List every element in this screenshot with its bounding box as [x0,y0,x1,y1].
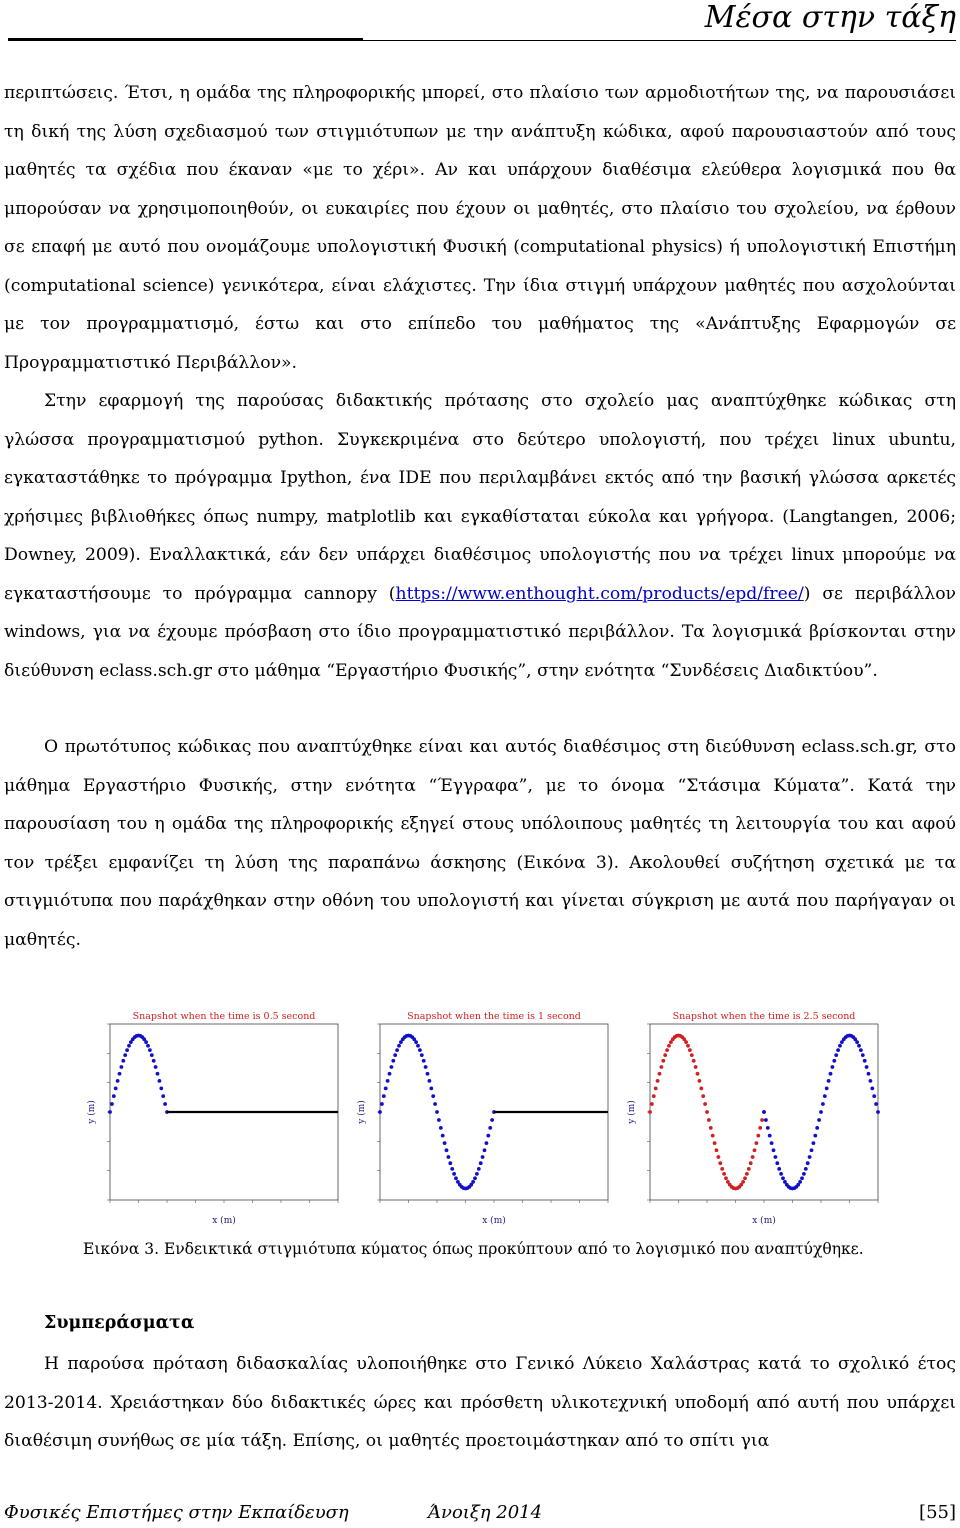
figure-caption: Εικόνα 3. Ενδεικτικά στιγμιότυπα κύματος όπως προκύπτουν από το λογισμικό που αναπτύχθηκε. [83,1240,864,1258]
snapshot-chart-2 [354,1008,616,1226]
series-0-point [718,1161,722,1165]
paragraph-4-text: Η παρούσα πρόταση διδασκαλίας υλοποιήθηκε στο Γενικό Λύκειο Χαλάστρας κατά το σχολικό έτος 2013-2014. Χρειάστηκαν δύο διδακτικές ώρες και πρόσθετη υλικοτεχνική υποδομή από αυτή που υπάρχει διαθέσιμη συνήθως σε μία τάξη. Επίσης, οι μαθητές προετοιμάστηκαν από το σπίτι για [4,1354,956,1451]
series-0-point [424,1065,428,1069]
x-axis-label: x (m) [212,1216,236,1226]
series-0-point [760,1118,764,1122]
series-0-point [485,1141,489,1145]
series-1-point [800,1176,804,1180]
series-0-point [696,1072,700,1076]
series-1-point [798,1180,802,1184]
series-0-point [724,1176,728,1180]
series-1-point [865,1065,869,1069]
y-axis-label: y (m) [357,1100,367,1124]
series-0-point [722,1172,726,1176]
series-0-point [154,1065,158,1069]
series-0-point [144,1040,148,1044]
series-1-point [855,1040,859,1044]
figure-3 [84,1008,886,1226]
series-0-point [161,1094,165,1098]
series-0-point [390,1065,394,1069]
series-0-point [116,1079,120,1083]
series-1-point [781,1176,785,1180]
series-0-point [448,1161,452,1165]
series-0-point [431,1094,435,1098]
section-heading: Συμπεράσματα [44,1313,195,1333]
series-0-point [690,1053,694,1057]
series-0-point [388,1072,392,1076]
series-0-point [152,1059,156,1063]
footer-page-number: [55] [919,1502,956,1523]
series-1-point [869,1079,873,1083]
series-0-point [749,1161,753,1165]
series-0-point [447,1155,451,1159]
paragraph-3 [4,728,956,959]
series-0-point [441,1134,445,1138]
series-1-point [838,1044,842,1048]
snapshot-chart-1 [84,1008,346,1226]
series-0-point [481,1155,485,1159]
series-0-point [753,1148,757,1152]
series-1-point [863,1059,867,1063]
paragraph-3-text: Ο πρωτότυπος κώδικας που αναπτύχθηκε είναι και αυτός διαθέσιμος στη διεύθυνση eclass.sch.gr, στο μάθημα Εργαστήριο Φυσικής, στην ενότητα “Έγγραφα”, με το όνομα “Στάσιμα Κύματα”. Κατά την παρουσίαση του η ομάδα της πληροφορικής εξηγεί στους υπόλοιπους μαθητές τη λειτουργία του και αφού τον τρέξει εμφανίζει τη λύση της παραπάνω άσκησης (Εικόνα 3). Ακολουθεί συζήτηση σχετικά με τα στιγμιότυπα που παράχθηκαν στην οθόνη του υπολογιστή και γίνεται σύγκριση με αυτά που παρήγαγαν οι μαθητές. [4,737,956,950]
paragraph-2 [4,382,956,690]
series-0-point [386,1079,390,1083]
series-1-point [825,1086,829,1090]
series-1-point [876,1110,880,1114]
series-0-point [745,1172,749,1176]
paragraph-1 [4,74,956,382]
series-0-point [382,1094,386,1098]
series-0-point [121,1059,125,1063]
y-axis-label: y (m) [627,1100,637,1124]
series-1-point [827,1079,831,1083]
series-0-point [479,1161,483,1165]
series-1-point [831,1065,835,1069]
series-0-point [654,1086,658,1090]
series-0-point [439,1126,443,1130]
series-0-point [703,1102,707,1106]
series-0-point [437,1118,441,1122]
header-title: Μέσα στην τάξη [704,0,956,35]
series-1-point [867,1072,871,1076]
series-0-point [380,1102,384,1106]
paragraph-2-text [4,382,956,690]
chart-title: Snapshot when the time is 2.5 second [672,1011,856,1022]
series-0-point [114,1086,118,1090]
series-0-point [707,1118,711,1122]
series-0-point [420,1053,424,1057]
series-1-point [762,1110,766,1114]
series-1-point [770,1141,774,1145]
paragraph-4 [4,1345,956,1461]
chart-title: Snapshot when the time is 1 second [407,1011,581,1022]
series-0-point [418,1048,422,1052]
series-0-point [698,1079,702,1083]
series-0-point [391,1059,395,1063]
series-1-point [872,1094,876,1098]
series-1-point [813,1134,817,1138]
series-0-point [686,1044,690,1048]
series-0-point [150,1053,154,1057]
series-1-point [806,1161,810,1165]
series-1-point [859,1048,863,1052]
series-0-point [488,1126,492,1130]
series-0-point [709,1126,713,1130]
enthought-link[interactable]: https://www.enthought.com/products/epd/free/ [395,583,804,604]
series-0-point [661,1059,665,1063]
snapshot-chart-3 [624,1008,886,1226]
series-1-point [836,1048,840,1052]
series-0-point [393,1053,397,1057]
series-0-point [416,1044,420,1048]
series-0-point [118,1072,122,1076]
series-1-point [808,1155,812,1159]
series-1-point [874,1102,878,1106]
series-0-point [452,1172,456,1176]
series-0-point [120,1065,124,1069]
series-0-point [422,1059,426,1063]
series-0-point [378,1110,382,1114]
series-1-point [812,1141,816,1145]
series-0-point [660,1065,664,1069]
series-0-point [110,1102,114,1106]
series-0-point [426,1072,430,1076]
paragraph-2-part-2: ) σε περιβάλλον windows, για να έχουμε πρόσβαση στο ίδιο προγραμματιστικό περιβάλλον. Τα λογισμικά βρίσκονται στην διεύθυνση eclass.sch.gr στο μάθημα “Εργαστήριο Φυσικής”, στην ενότητα “Συνδέσεις Διαδικτύου”. [4,583,956,681]
series-0-point [433,1102,437,1106]
series-0-point [711,1134,715,1138]
series-0-point [490,1118,494,1122]
series-0-point [720,1167,724,1171]
series-0-point [475,1172,479,1176]
series-1-point [766,1126,770,1130]
series-0-point [414,1040,418,1044]
chart-title: Snapshot when the time is 0.5 second [132,1011,316,1022]
series-0-point [146,1044,150,1048]
series-1-point [823,1094,827,1098]
series-0-point [428,1079,432,1083]
series-0-point [397,1044,401,1048]
series-0-point [667,1044,671,1048]
series-0-point [715,1148,719,1152]
series-0-point [751,1155,755,1159]
series-0-point [663,1053,667,1057]
paragraph-1-text: περιπτώσεις. Έτσι, η ομάδα της πληροφορικής μπορεί, στο πλαίσιο των αρμοδιοτήτων της, να παρουσιάσει τη δική της λύση σχεδιασμού των στιγμιότυπων με την ανάπτυξη κώδικα, αφού παρουσιαστούν από τους μαθητές τα σχέδια που έκαναν «με το χέρι». Αν και υπάρχουν διαθέσιμα ελεύθερα λογισμικά που θα μπορούσαν να χρησιμοποιηθούν, οι ευκαιρίες που έχουν οι μαθητές, στο πλαίσιο του σχολείου, να έρθουν σε επαφή με αυτό που ονομάζουμε υπολογιστική Φυσική (computational physics) ή υπολογιστική Επιστήμη (computational science) γενικότερα, είναι ελάχιστες. Την ίδια στιγμή υπάρχουν μαθητές που ασχολούνται με τον προγραμματισμό, έστω και στο επίπεδο του μαθήματος της «Ανάπτυξης Εφαρμογών σε Προγραμματιστικό Περιβάλλον». [4,83,956,373]
series-0-point [658,1072,662,1076]
series-0-point [717,1155,721,1159]
footer-season: Άνοιξη 2014 [428,1502,543,1523]
series-1-point [829,1072,833,1076]
series-0-point [705,1110,709,1114]
series-1-point [768,1134,772,1138]
y-axis-label: y (m) [87,1100,97,1124]
series-1-point [815,1126,819,1130]
series-0-point [108,1110,112,1114]
series-1-point [832,1059,836,1063]
series-1-point [819,1110,823,1114]
x-axis-label: x (m) [752,1216,776,1226]
series-0-point [123,1053,127,1057]
series-0-point [163,1102,167,1106]
x-axis-label: x (m) [482,1216,506,1226]
series-0-point [656,1079,660,1083]
series-0-point [454,1176,458,1180]
series-0-point [158,1079,162,1083]
series-1-point [779,1172,783,1176]
series-1-point [810,1148,814,1152]
series-1-point [802,1172,806,1176]
series-0-point [665,1048,669,1052]
series-0-point [395,1048,399,1052]
series-0-point [758,1126,762,1130]
series-1-point [870,1086,874,1090]
series-1-point [834,1053,838,1057]
footer-journal: Φυσικές Επιστήμες στην Εκπαίδευση [4,1502,349,1523]
header-rule [8,40,956,41]
series-0-point [694,1065,698,1069]
series-0-point [688,1048,692,1052]
series-0-point [741,1180,745,1184]
series-0-point [112,1094,116,1098]
series-0-point [755,1141,759,1145]
series-0-point [471,1180,475,1184]
series-0-point [701,1094,705,1098]
snapshot-svg [354,1008,616,1226]
series-0-point [747,1167,751,1171]
series-1-point [774,1155,778,1159]
series-0-point [756,1134,760,1138]
series-0-point [443,1141,447,1145]
series-1-point [857,1044,861,1048]
series-0-point [384,1086,388,1090]
series-0-point [473,1176,477,1180]
series-0-point [435,1110,439,1114]
series-1-point [764,1118,768,1122]
series-0-point [652,1094,656,1098]
series-0-point [450,1167,454,1171]
series-1-point [804,1167,808,1171]
series-1-point [861,1053,865,1057]
series-1-point [772,1148,776,1152]
snapshot-svg [84,1008,346,1226]
series-0-point [477,1167,481,1171]
series-0-point [156,1072,160,1076]
series-0-point [486,1134,490,1138]
series-0-point [650,1102,654,1106]
series-0-point [445,1148,449,1152]
series-0-point [148,1048,152,1052]
series-0-point [648,1110,652,1114]
series-0-point [743,1176,747,1180]
snapshot-svg [624,1008,886,1226]
series-1-point [817,1118,821,1122]
series-0-point [127,1044,131,1048]
series-1-point [775,1161,779,1165]
series-0-point [159,1086,163,1090]
series-1-point [821,1102,825,1106]
paragraph-2-part-1: Στην εφαρμογή της παρούσας διδακτικής πρότασης στο σχολείο μας αναπτύχθηκε κώδικας στη γλώσσα προγραμματισμού python. Συγκεκριμένα στο δεύτερο υπολογιστή, που τρέχει linux ubuntu, εγκαταστάθηκε το πρόγραμμα Ipython, ένα IDE που περιλαμβάνει εκτός από την βασική γλώσσα αρκετές χρήσιμες βιβλιοθήκες όπως numpy, matplotlib και εγκαθίσταται εύκολα και γρήγορα. (Langtangen, 2006; Downey, 2009). Εναλλακτικά, εάν δεν υπάρχει διαθέσιμος υπολογιστής που να τρέχει linux μπορούμε να εγκαταστήσουμε το πρόγραμμα cannopy ( [4,391,956,604]
series-0-point [692,1059,696,1063]
series-0-point [684,1040,688,1044]
series-1-point [777,1167,781,1171]
series-0-point [699,1086,703,1090]
series-0-point [125,1048,129,1052]
series-0-point [483,1148,487,1152]
series-0-point [429,1086,433,1090]
series-0-point [713,1141,717,1145]
